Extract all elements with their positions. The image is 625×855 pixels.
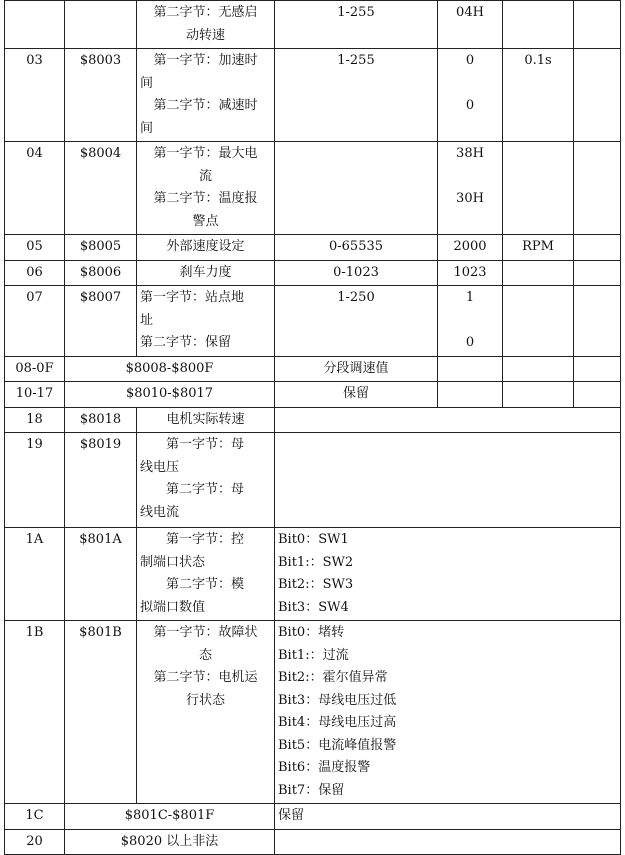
range-cell xyxy=(275,142,438,235)
table-row xyxy=(5,260,621,286)
register-range-cell: $8008-$800F xyxy=(65,356,275,382)
note-cell xyxy=(574,1,621,49)
default-cell: 04H xyxy=(438,1,503,49)
register-cell: $801B xyxy=(65,621,137,804)
unit-cell xyxy=(503,260,574,286)
note-cell xyxy=(574,382,621,408)
register-cell: $8006 xyxy=(65,260,137,286)
desc-cell: 第一字节：故障状 态 第二字节：电机运 行状态 xyxy=(137,621,275,804)
desc-cell: 电机实际转速 xyxy=(137,407,275,433)
desc-cell: 第一字节：最大电 流 第二字节：温度报 警点 xyxy=(137,142,275,235)
desc-cell: 第二字节：无感启 动转速 xyxy=(137,1,275,49)
table-row xyxy=(5,235,621,261)
register-cell xyxy=(65,1,137,49)
default-cell: 38H 30H xyxy=(438,142,503,235)
unit-cell xyxy=(503,382,574,408)
table-row xyxy=(5,1,621,49)
addr-cell: 20 xyxy=(5,829,65,855)
addr-cell: 19 xyxy=(5,433,65,528)
addr-cell: 05 xyxy=(5,235,65,261)
register-range-cell: $8010-$8017 xyxy=(65,382,275,408)
register-cell: $8007 xyxy=(65,286,137,357)
table-row xyxy=(5,829,621,855)
unit-cell: RPM xyxy=(503,235,574,261)
unit-cell xyxy=(503,356,574,382)
bits-cell xyxy=(275,407,621,433)
table-row xyxy=(5,528,621,621)
bits-cell: Bit0：SW1 Bit1:：SW2 Bit2:：SW3 Bit3：SW4 xyxy=(275,528,621,621)
range-cell: 0-65535 xyxy=(275,235,438,261)
desc-cell: 外部速度设定 xyxy=(137,235,275,261)
register-cell: $8018 xyxy=(65,407,137,433)
default-cell: 2000 xyxy=(438,235,503,261)
table-row xyxy=(5,382,621,408)
range-cell: 1-255 xyxy=(275,49,438,142)
register-range-cell: $8020 以上非法 xyxy=(65,829,275,855)
addr-cell: 07 xyxy=(5,286,65,357)
desc-cell: 第一字节：加速时 间 第二字节：减速时 间 xyxy=(137,49,275,142)
note-cell xyxy=(574,356,621,382)
range-cell: 保留 xyxy=(275,382,438,408)
register-cell: $801A xyxy=(65,528,137,621)
bits-cell xyxy=(275,433,621,528)
register-cell: $8003 xyxy=(65,49,137,142)
table-row xyxy=(5,286,621,357)
unit-cell xyxy=(503,286,574,357)
unit-cell xyxy=(503,142,574,235)
desc-cell: 第一字节：控 制端口状态 第二字节：模 拟端口数值 xyxy=(137,528,275,621)
register-table xyxy=(4,0,621,855)
addr-cell: 08-0F xyxy=(5,356,65,382)
addr-cell: 1A xyxy=(5,528,65,621)
table-row xyxy=(5,804,621,830)
range-cell: 1-255 xyxy=(275,1,438,49)
desc-cell: 第一字节：站点地 址 第二字节：保留 xyxy=(137,286,275,357)
register-cell: $8019 xyxy=(65,433,137,528)
unit-cell xyxy=(503,1,574,49)
default-cell: 0 0 xyxy=(438,49,503,142)
range-cell: 分段调速值 xyxy=(275,356,438,382)
bits-cell: Bit0：堵转 Bit1:：过流 Bit2:：霍尔值异常 Bit3：母线电压过低 Bit4：母线电压过高 Bit5：电流峰值报警 Bit6：温度报警 Bit7：保留 xyxy=(275,621,621,804)
default-cell: 1 0 xyxy=(438,286,503,357)
note-cell xyxy=(574,235,621,261)
addr-cell: 1C xyxy=(5,804,65,830)
desc-cell: 刹车力度 xyxy=(137,260,275,286)
table-row xyxy=(5,407,621,433)
bits-cell xyxy=(275,829,621,855)
table-row xyxy=(5,433,621,528)
table-row xyxy=(5,142,621,235)
bits-cell: 保留 xyxy=(275,804,621,830)
addr-cell: 04 xyxy=(5,142,65,235)
note-cell xyxy=(574,49,621,142)
note-cell xyxy=(574,260,621,286)
range-cell: 1-250 xyxy=(275,286,438,357)
table-row xyxy=(5,356,621,382)
register-cell: $8005 xyxy=(65,235,137,261)
default-cell: 1023 xyxy=(438,260,503,286)
addr-cell: 06 xyxy=(5,260,65,286)
note-cell xyxy=(574,142,621,235)
addr-cell xyxy=(5,1,65,49)
register-cell: $8004 xyxy=(65,142,137,235)
addr-cell: 03 xyxy=(5,49,65,142)
default-cell xyxy=(438,382,503,408)
addr-cell: 18 xyxy=(5,407,65,433)
note-cell xyxy=(574,286,621,357)
desc-cell: 第一字节：母 线电压 第二字节：母 线电流 xyxy=(137,433,275,528)
default-cell xyxy=(438,356,503,382)
addr-cell: 10-17 xyxy=(5,382,65,408)
addr-cell: 1B xyxy=(5,621,65,804)
register-range-cell: $801C-$801F xyxy=(65,804,275,830)
table-row xyxy=(5,621,621,804)
range-cell: 0-1023 xyxy=(275,260,438,286)
table-row xyxy=(5,49,621,142)
unit-cell: 0.1s xyxy=(503,49,574,142)
